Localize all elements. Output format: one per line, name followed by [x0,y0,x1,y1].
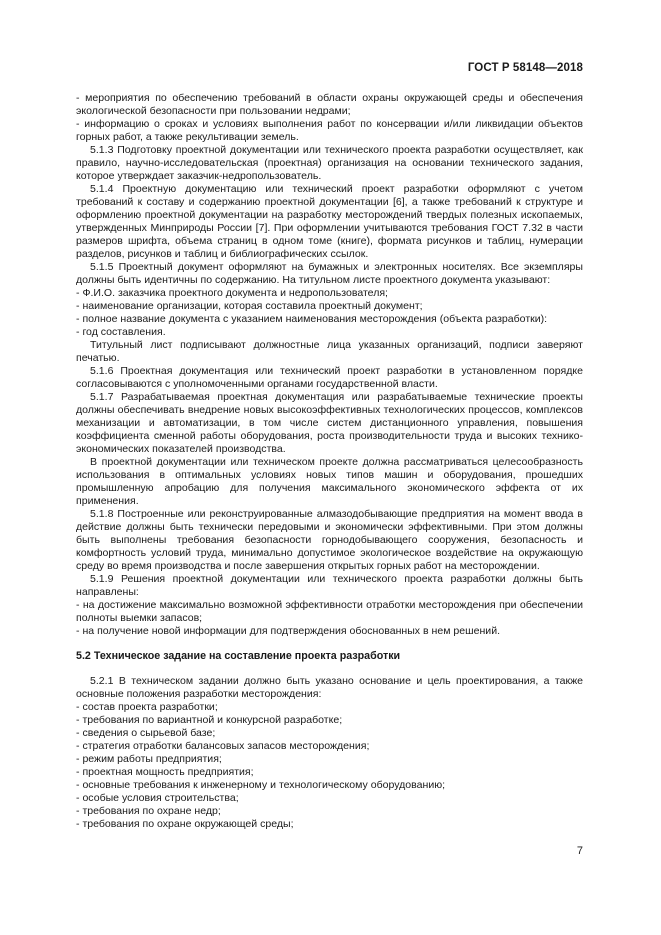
document-header-id: ГОСТ Р 58148—2018 [467,62,583,74]
paragraph: 5.1.3 Подготовку проектной документации или технического проекта разработки осуществляет, как правило, научно-исследовательская (проектная) организация на основании технического задания, которое утверждает заказчик-недропользователь. [76,144,583,182]
paragraph: 5.1.5 Проектный документ оформляют на бумажных и электронных носителях. Все экземпляры должны быть идентичны по содержанию. На титульном листе проектного документа указывают: [76,261,583,286]
paragraph: 5.1.4 Проектную документацию или технический проект разработки оформляют с учетом требований к составу и содержанию проектной документации [6], а также требований к структуре и оформлению проектной документации на разработку месторождений твердых полезных ископаемых, утвержденных Минприроды России [7]. При оформлении учитываются требования ГОСТ 7.32 в части размеров шрифта, объема страниц в одном томе (книге), формата рисунков и таблиц, нумерации разделов, рисунков и таблиц и библиографических ссылок. [76,183,583,260]
paragraph: 5.1.9 Решения проектной документации или технического проекта разработки должны быть направлены: [76,573,583,598]
list-item: - мероприятия по обеспечению требований в области охраны окружающей среды и обеспечения экологической безопасности при пользовании недрами; [76,92,583,117]
document-body [76,92,583,831]
section-heading: 5.2 Техническое задание на составление проекта разработки [76,650,401,662]
list-item: - наименование организации, которая составила проектный документ; [76,300,423,312]
paragraph: В проектной документации или техническом проекте должна рассматриваться целесообразность использования в оптимальных условиях новых типов машин и оборудования, прошедших промышленную апробацию для получения максимального экономического эффекта от их применения. [76,456,583,507]
list-item: - режим работы предприятия; [76,753,222,765]
paragraph: 5.1.8 Построенные или реконструированные алмазодобывающие предприятия на момент ввода в действие должны быть технически передовыми и экономически эффективными. При этом должны быть выполнены требования безопасности горнодобывающего сооружения, безопасность и комфортность условий труда, минимально допустимое экологическое воздействие на окружающую среду во время производства и после завершения открытых горных работ на месторождении. [76,508,583,572]
paragraph: 5.2.1 В техническом задании должно быть указано основание и цель проектирования, а также основные положения разработки месторождения: [76,675,583,700]
list-item: - на достижение максимально возможной эффективности отработки месторождения при обеспечении полноты выемки запасов; [76,599,583,624]
list-item: - информацию о сроках и условиях выполнения работ по консервации и/или ликвидации объектов горных работ, а также рекультивации земель. [76,118,583,143]
list-item: - требования по вариантной и конкурсной разработке; [76,714,343,726]
paragraph: Титульный лист подписывают должностные лица указанных организаций, подписи заверяют печатью. [76,339,583,364]
list-item: - Ф.И.О. заказчика проектного документа и недропользователя; [76,287,388,299]
list-item: - требования по охране недр; [76,805,221,817]
paragraph: 5.1.7 Разрабатываемая проектная документация или разрабатываемые технические проекты должны обеспечивать внедрение новых высокоэффективных технологических процессов, комплексов механизации и автоматизации, в том числе систем дистанционного управления, повышения коэффициента сменной работы оборудования, роста производительности труда и высоких технико-экономических показателей производства. [76,391,583,455]
list-item: - на получение новой информации для подтверждения обоснованных в нем решений. [76,625,501,637]
list-item: - основные требования к инженерному и технологическому оборудованию; [76,779,446,791]
list-item: - проектная мощность предприятия; [76,766,254,778]
list-item: - особые условия строительства; [76,792,239,804]
paragraph: 5.1.6 Проектная документация или технический проект разработки в установленном порядке согласовываются с уполномоченными органами государственной власти. [76,365,583,390]
list-item: - состав проекта разработки; [76,701,218,713]
list-item: - год составления. [76,326,166,338]
list-item: - сведения о сырьевой базе; [76,727,216,739]
list-item: - полное название документа с указанием наименования месторождения (объекта разработки): [76,313,548,325]
list-item: - стратегия отработки балансовых запасов месторождения; [76,740,370,752]
list-item: - требования по охране окружающей среды; [76,818,294,830]
page-number: 7 [576,845,583,857]
